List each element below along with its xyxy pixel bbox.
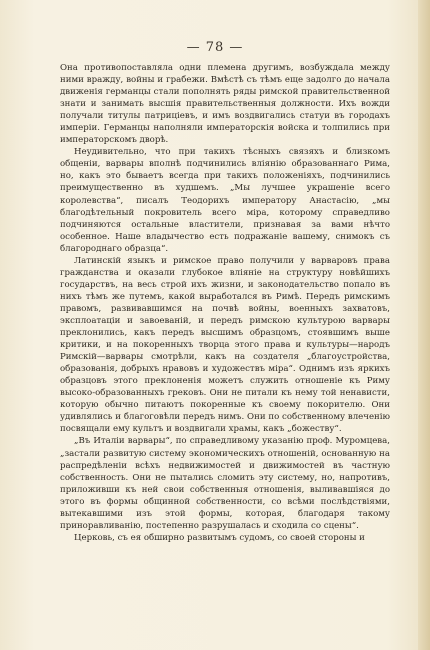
page-number: — 78 — bbox=[186, 40, 244, 55]
paragraph: Латинскій языкъ и римское право получили у варваровъ права гражданства и оказали глубокое вліяніе на структуру новѣйшихъ государствъ, на весь строй ихъ жизни, и законодательство попало въ нихъ тѣмъ же путемъ, какой выработался въ Римѣ. Передъ римскимъ правомъ, развивавшимся на почвѣ войны, военныхъ захватовъ, эксплоатаціи и завоеваній, и передъ римскою культурою варвары преклонились, какъ передъ высшимъ образцомъ, стоявшимъ выше критики, и на покоренныхъ творца этого права и культуры—народъ Римскій—варвары смотрѣли, какъ на создателя „благоустройства, образованія, добрыхъ нравовъ и художествъ міра“. Однимъ изъ яркихъ образцовъ этого преклоненія можетъ служить отношеніе къ Риму высоко-образованныхъ грековъ. Они не питали къ нему той ненависти, которую обычно питаютъ покоренные къ своему покорителю. Они удивлялись и благоговѣли передъ нимъ. Они по собственному влеченію посвящали ему культъ и воздвигали храмы, какъ „божеству“. bbox=[60, 255, 390, 435]
paragraph: Церковь, съ ея обширно развитымъ судомъ, со своей стороны и bbox=[74, 532, 365, 543]
paragraph: Неудивительно, что при такихъ тѣсныхъ связяхъ и близкомъ общеніи, варвары вполнѣ подчинились вліянію образованнаго Рима, но, какъ это бываетъ всегда при такихъ положеніяхъ, подчинились преимущественно въ худшемъ. „Мы лучшее украшеніе всего королевства“, писалъ Теодорихъ императору Анастасію, „мы благодѣтельный покровитель всего міра, которому справедливо подчиняются остальные властители, признавая за вами нѣчто особенное. Наше владычество есть подражаніе вашему, снимокъ съ благороднаго образца“. bbox=[60, 147, 390, 254]
paragraph: Она противопоставляла одни племена другимъ, возбуждала между ними вражду, войны и грабежи. Вмѣстѣ съ тѣмъ еще задолго до начала движенія германцы стали пополнять ряды римской правительственной знати и занимать высшія правительственныя должности. Ихъ вожди получали титулы патриціевъ, и имъ воздвигались статуи въ городахъ имперіи. Германцы наполняли императорскія войска и толпились при императорскомъ дворѣ. bbox=[60, 63, 390, 146]
body-text bbox=[60, 62, 390, 544]
paragraph: „Въ Италіи варвары“, по справедливому указанію проф. Муромцева, „застали развитую систему экономическихъ отношеній, основанную на распредѣленіи всѣхъ недвижимостей и движимостей въ частную собственность. Они не пытались сломить эту систему, но, напротивъ, приложивши къ ней свои собственныя отношенія, выливавшіяся до этого въ формы общинной собственности, со всѣми послѣдствіями, вытекавшими изъ этой формы, которая, благодаря такому приноравливанію, постепенно разрушалась и сходила со сцены“. bbox=[60, 436, 390, 531]
page-edge bbox=[418, 0, 430, 650]
